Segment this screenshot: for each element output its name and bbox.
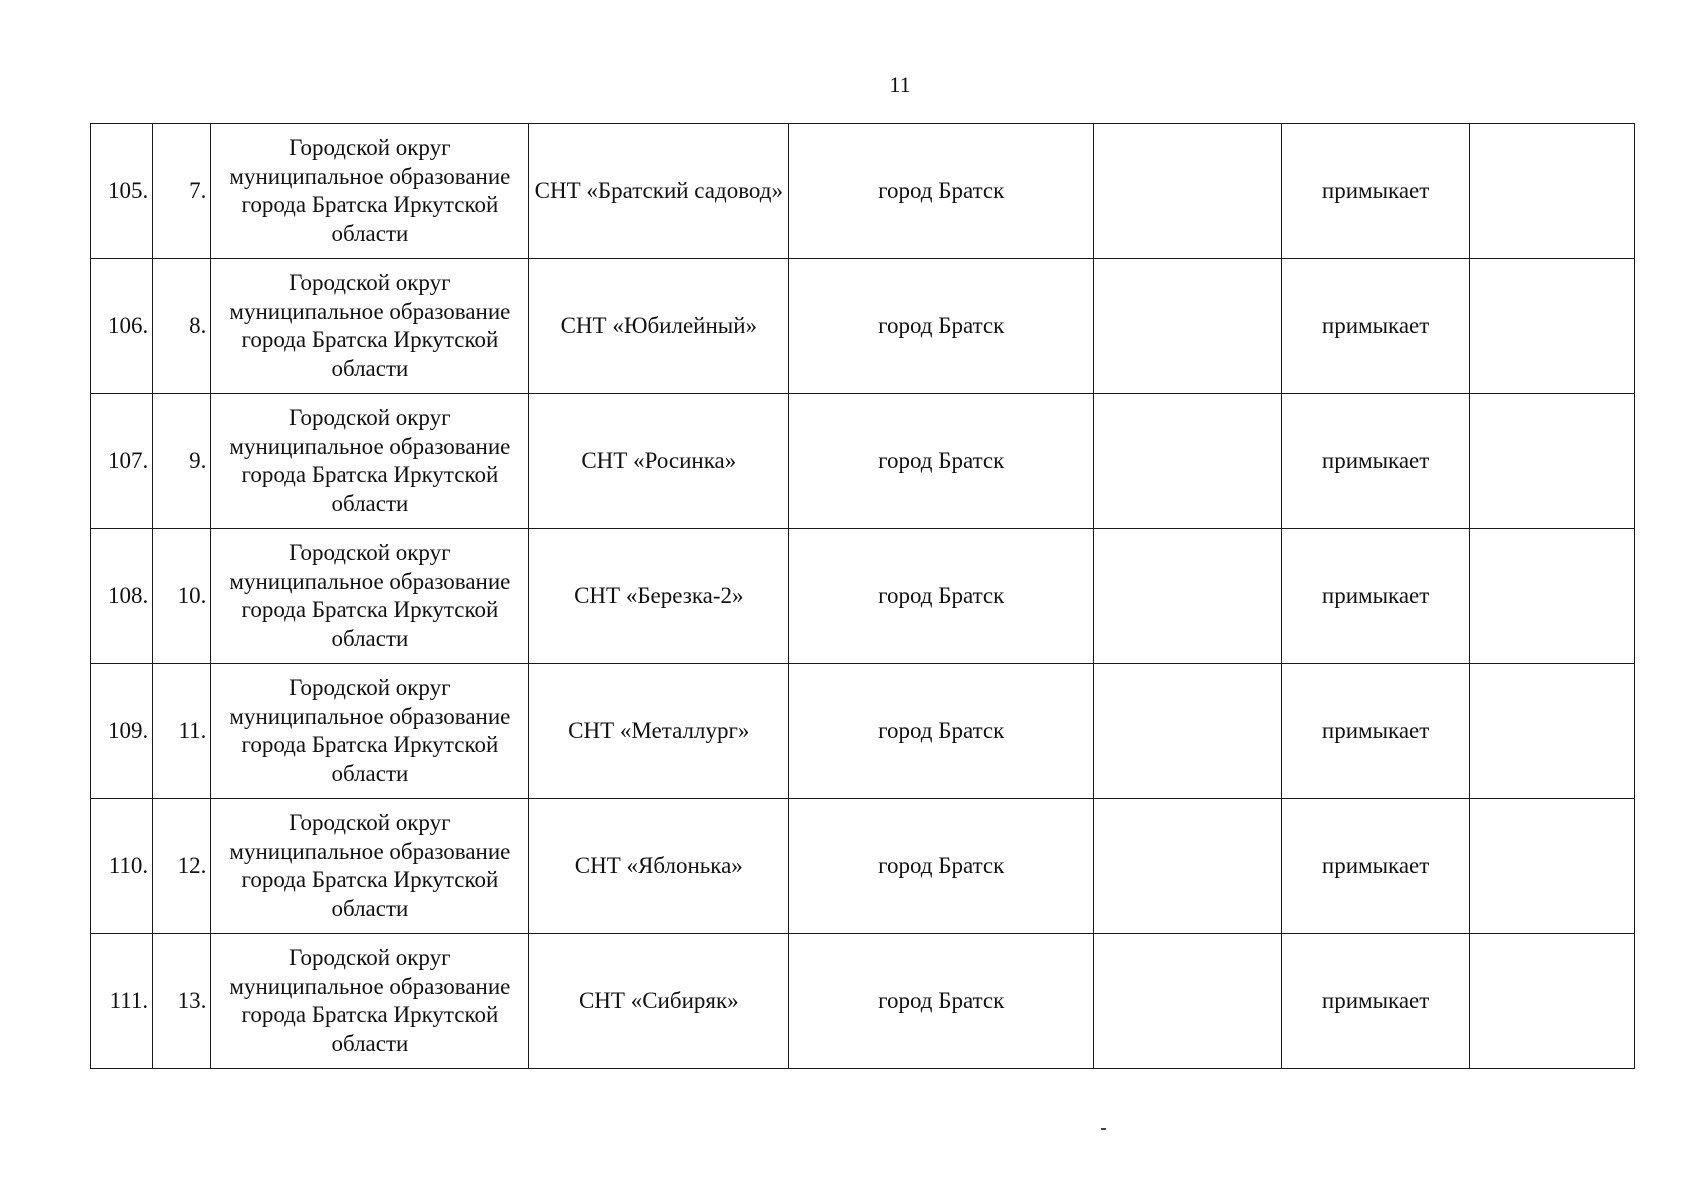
relation-cell: примыкает [1281, 259, 1470, 394]
relation-cell: примыкает [1281, 394, 1470, 529]
municipality-cell: Городской округ муниципальное образование города Братска Иркутской области [211, 394, 529, 529]
relation-cell: примыкает [1281, 664, 1470, 799]
name-cell: СНТ «Березка-2» [529, 529, 789, 664]
data-table [90, 123, 1635, 1069]
municipality-cell: Городской округ муниципальное образование города Братска Иркутской области [211, 124, 529, 259]
empty-cell [1094, 394, 1282, 529]
table-row [91, 799, 1635, 934]
municipality-cell: Городской округ муниципальное образование города Братска Иркутской области [211, 529, 529, 664]
row-sub-index: 10. [153, 529, 211, 664]
note-cell [1470, 394, 1635, 529]
row-sub-index: 8. [153, 259, 211, 394]
row-index: 108. [91, 529, 153, 664]
scan-mark [1101, 1128, 1106, 1130]
table-row [91, 664, 1635, 799]
row-index: 105. [91, 124, 153, 259]
locality-cell: город Братск [789, 124, 1094, 259]
name-cell: СНТ «Яблонька» [529, 799, 789, 934]
name-cell: СНТ «Юбилейный» [529, 259, 789, 394]
locality-cell: город Братск [789, 799, 1094, 934]
table-row [91, 259, 1635, 394]
note-cell [1470, 529, 1635, 664]
row-sub-index: 11. [153, 664, 211, 799]
relation-cell: примыкает [1281, 934, 1470, 1069]
page-number: 11 [889, 72, 911, 97]
empty-cell [1094, 259, 1282, 394]
locality-cell: город Братск [789, 259, 1094, 394]
row-sub-index: 9. [153, 394, 211, 529]
row-index: 110. [91, 799, 153, 934]
note-cell [1470, 124, 1635, 259]
municipality-cell: Городской округ муниципальное образование города Братска Иркутской области [211, 934, 529, 1069]
locality-cell: город Братск [789, 664, 1094, 799]
relation-cell: примыкает [1281, 799, 1470, 934]
row-index: 107. [91, 394, 153, 529]
locality-cell: город Братск [789, 394, 1094, 529]
municipality-cell: Городской округ муниципальное образование города Братска Иркутской области [211, 259, 529, 394]
empty-cell [1094, 124, 1282, 259]
row-sub-index: 7. [153, 124, 211, 259]
empty-cell [1094, 664, 1282, 799]
row-sub-index: 12. [153, 799, 211, 934]
name-cell: СНТ «Росинка» [529, 394, 789, 529]
empty-cell [1094, 799, 1282, 934]
note-cell [1470, 664, 1635, 799]
row-index: 109. [91, 664, 153, 799]
locality-cell: город Братск [789, 934, 1094, 1069]
table-row [91, 934, 1635, 1069]
table-row [91, 529, 1635, 664]
locality-cell: город Братск [789, 529, 1094, 664]
note-cell [1470, 259, 1635, 394]
table-row [91, 394, 1635, 529]
name-cell: СНТ «Братский садовод» [529, 124, 789, 259]
row-index: 106. [91, 259, 153, 394]
municipality-cell: Городской округ муниципальное образование города Братска Иркутской области [211, 799, 529, 934]
municipality-cell: Городской округ муниципальное образование города Братска Иркутской области [211, 664, 529, 799]
name-cell: СНТ «Сибиряк» [529, 934, 789, 1069]
relation-cell: примыкает [1281, 124, 1470, 259]
note-cell [1470, 799, 1635, 934]
relation-cell: примыкает [1281, 529, 1470, 664]
empty-cell [1094, 934, 1282, 1069]
row-sub-index: 13. [153, 934, 211, 1069]
table-row [91, 124, 1635, 259]
name-cell: СНТ «Металлург» [529, 664, 789, 799]
note-cell [1470, 934, 1635, 1069]
empty-cell [1094, 529, 1282, 664]
row-index: 111. [91, 934, 153, 1069]
